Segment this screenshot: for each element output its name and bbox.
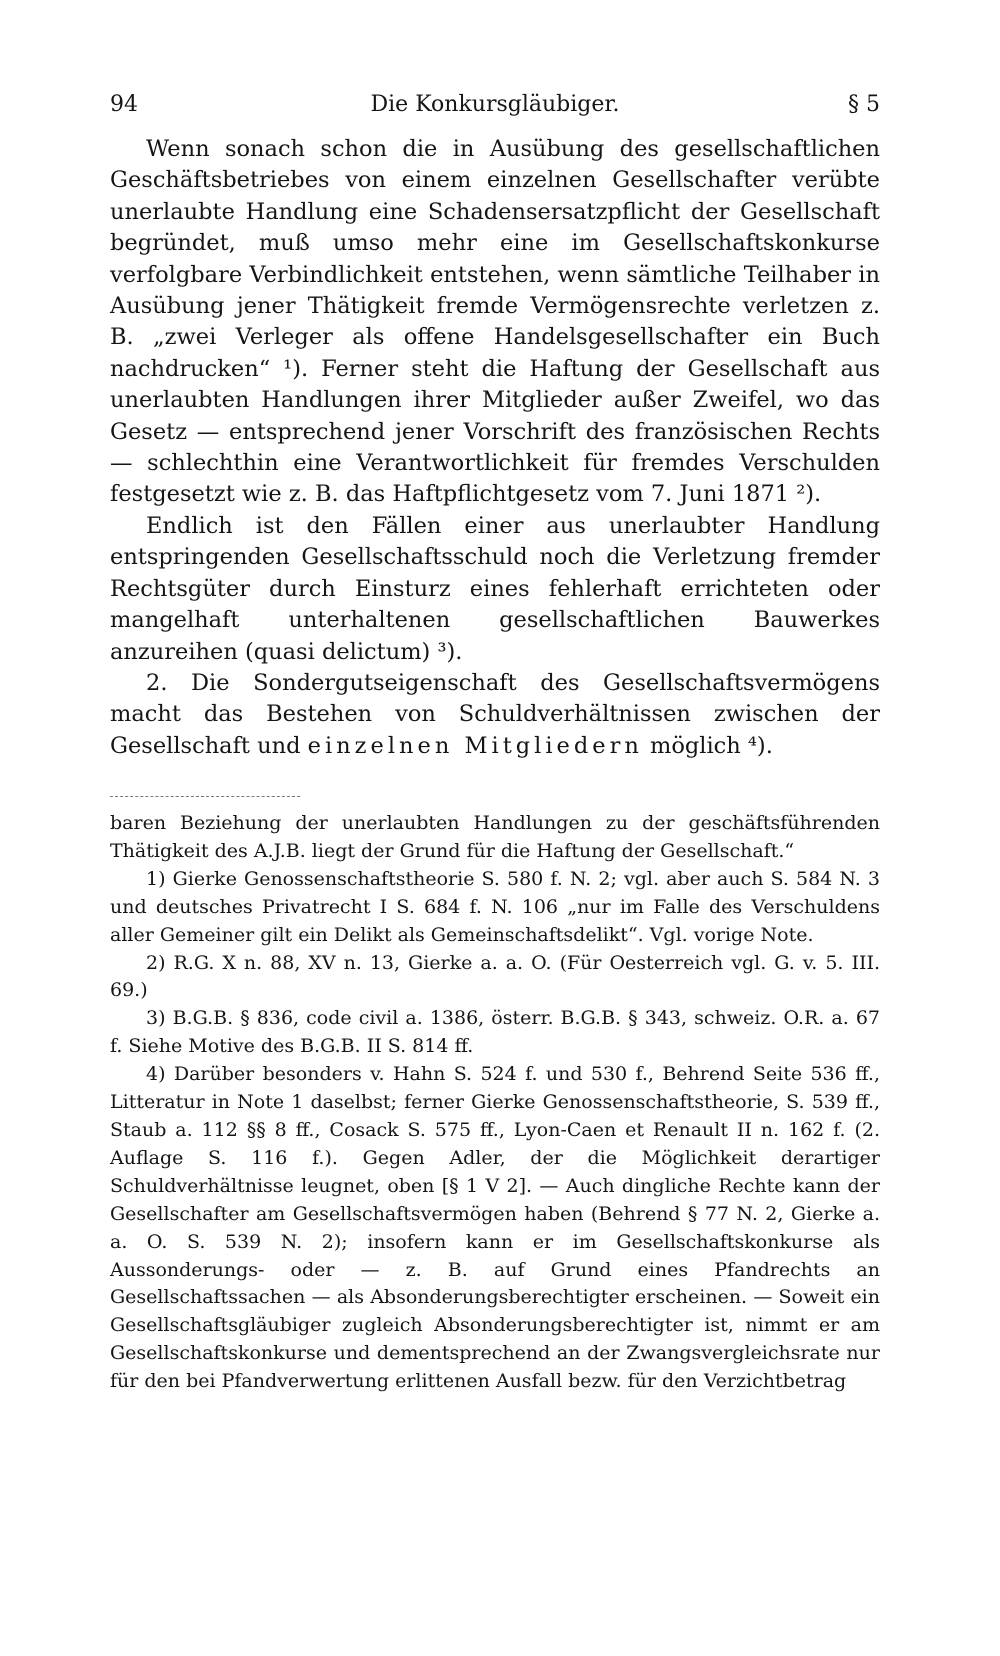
footnote-3: 3) B.G.B. § 836, code civil a. 1386, österr. B.G.B. § 343, schweiz. O.R. a. 67 f. Siehe Motive des B.G.B. II S. 814 ff. [110,1007,880,1058]
main-text [110,134,880,762]
running-header [110,84,880,124]
footnote-divider [110,796,300,797]
paragraph-3 [110,668,880,762]
footnote-2: 2) R.G. X n. 88, XV n. 13, Gierke a. a. O. (Für Oesterreich vgl. G. v. 5. III. 69.) [110,951,880,1002]
page-number: 94 [110,92,138,117]
footnote-4: 4) Darüber besonders v. Hahn S. 524 f. und 530 f., Behrend Seite 536 ff., Litteratur in Note 1 daselbst; ferner Gierke Genossenschaftstheorie, S. 539 ff., Staub a. 112 §§ 8 ff., Cosack S. 575 ff., Lyon-Caen et Renault II n. 162 f. (2. Auflage S. 116 f.). Gegen Adler, der die Möglichkeit derartiger Schuldverhältnisse leugnet, oben [§ 1 V 2]. — Auch dingliche Rechte kann der Gesellschafter am Gesellschaftsvermögen haben (Behrend § 77 N. 2, Gierke a. a. O. S. 539 N. 2); insofern kann er im Gesellschaftskonkurse als Aussonderungs- oder — z. B. auf Grund eines Pfandrechts an Gesellschaftssachen — als Absonderungsberechtigter erscheinen. — Soweit ein Gesellschaftsgläubiger zugleich Absonderungsberechtigter ist, nimmt er am Gesellschaftskonkurse und dementsprechend an der Zwangsvergleichsrate nur für den bei Pfandverwertung erlittenen Ausfall bezw. für den Verzichtbetrag [110,1063,880,1393]
footnotes [110,810,880,1396]
header-title: Die Konkursgläubiger. [370,92,620,117]
paragraph-1: Wenn sonach schon die in Ausübung des gesellschaftlichen Geschäftsbetriebes von einem einzelnen Gesellschafter verübte unerlaubte Handlung eine Schadensersatzpflicht der Gesellschaft begründet, muß umso mehr eine im Gesellschaftskonkurse verfolgbare Verbindlichkeit entstehen, wenn sämtliche Teilhaber in Ausübung jener Thätigkeit fremde Vermögensrechte verletzen z. B. „zwei Verleger als offene Handelsgesellschafter ein Buch nachdrucken“ ¹). Ferner steht die Haftung der Gesellschaft aus unerlaubten Handlungen ihrer Mitglieder außer Zweifel, wo das Gesetz — entsprechend jener Vorschrift des französischen Rechts — schlechthin eine Verantwortlichkeit für fremdes Verschulden festgesetzt wie z. B. das Haftpflichtgesetz vom 7. Juni 1871 ²). [110,136,880,508]
paragraph-2: Endlich ist den Fällen einer aus unerlaubter Handlung entspringenden Gesellschaftsschuld noch die Verletzung fremder Rechtsgüter durch Einsturz eines fehlerhaft errichteten oder mangelhaft unterhaltenen gesellschaftlichen Bauwerkes anzureihen (quasi delictum) ³). [110,512,880,665]
footnote-1: 1) Gierke Genossenschaftstheorie S. 580 f. N. 2; vgl. aber auch S. 584 N. 3 und deutsches Privatrecht I S. 684 f. N. 106 „nur im Falle des Verschuldens aller Gemeiner gilt ein Delikt als Gemeinschaftsdelikt“. Vgl. vorige Note. [110,867,880,946]
paragraph-3-emphasis: einzelnen Mitgliedern [307,732,643,759]
paragraph-3-end: möglich ⁴). [642,732,773,759]
paragraph-3-start: 2. Die Sondergutseigenschaft des Gesellschaftsvermögens macht das Bestehen von Schuldverhältnissen zwischen der Gesellschaft und [110,669,880,759]
section-number: § 5 [848,92,880,117]
footnote-continuation: baren Beziehung der unerlaubten Handlungen zu der geschäftsführenden Thätigkeit des A.J.B. liegt der Grund für die Haftung der Gesellschaft.“ [110,812,880,862]
